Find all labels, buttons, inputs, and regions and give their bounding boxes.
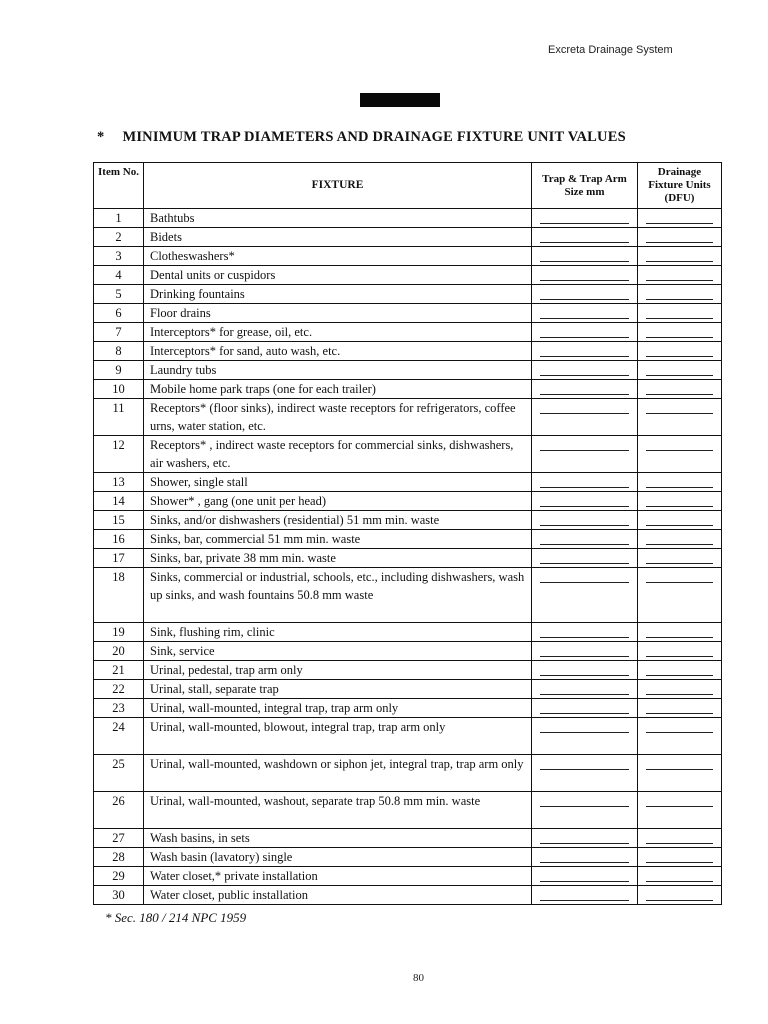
dfu-blank [638, 342, 722, 361]
footnote: * Sec. 180 / 214 NPC 1959 [105, 910, 247, 925]
dfu-blank [638, 304, 722, 323]
fixture-name: Shower, single stall [144, 473, 532, 492]
fill-in-line [646, 487, 713, 488]
dfu-blank [638, 755, 722, 792]
fill-in-line [540, 525, 629, 526]
fill-in-line [646, 769, 713, 770]
trap-size-blank [532, 209, 638, 228]
fill-in-line [646, 806, 713, 807]
fixture-name: Urinal, wall-mounted, washout, separate trap 50.8 mm min. waste [144, 792, 532, 829]
table-row [94, 399, 722, 436]
trap-size-blank [532, 304, 638, 323]
redaction-bar [360, 93, 440, 107]
table-row [94, 209, 722, 228]
fixture-name: Clotheswashers* [144, 247, 532, 266]
fill-in-line [646, 900, 713, 901]
trap-size-blank [532, 568, 638, 623]
table-row [94, 473, 722, 492]
item-number: 13 [94, 473, 144, 492]
fill-in-line [646, 356, 713, 357]
trap-size-blank [532, 680, 638, 699]
fixture-name: Sinks, and/or dishwashers (residential) 51 mm min. waste [144, 511, 532, 530]
item-number: 30 [94, 886, 144, 905]
dfu-blank [638, 380, 722, 399]
table-row [94, 718, 722, 755]
dfu-blank [638, 623, 722, 642]
dfu-blank [638, 867, 722, 886]
header-fixture: FIXTURE [144, 163, 532, 209]
table-row [94, 323, 722, 342]
table-row [94, 661, 722, 680]
trap-size-blank [532, 285, 638, 304]
item-number: 28 [94, 848, 144, 867]
header-item-no: Item No. [94, 163, 144, 209]
fill-in-line [646, 881, 713, 882]
fixture-name: Urinal, wall-mounted, integral trap, trap arm only [144, 699, 532, 718]
fill-in-line [646, 713, 713, 714]
title-text: MINIMUM TRAP DIAMETERS AND DRAINAGE FIXTURE UNIT VALUES [122, 129, 626, 145]
trap-size-blank [532, 361, 638, 380]
table-row [94, 755, 722, 792]
running-head: Excreta Drainage System [548, 44, 673, 56]
dfu-blank [638, 399, 722, 436]
dfu-blank [638, 829, 722, 848]
fixture-name: Drinking fountains [144, 285, 532, 304]
item-number: 17 [94, 549, 144, 568]
trap-size-blank [532, 247, 638, 266]
item-number: 14 [94, 492, 144, 511]
item-number: 9 [94, 361, 144, 380]
table-row [94, 549, 722, 568]
table-row [94, 247, 722, 266]
dfu-blank [638, 661, 722, 680]
trap-size-blank [532, 867, 638, 886]
item-number: 20 [94, 642, 144, 661]
fixture-name: Sinks, bar, private 38 mm min. waste [144, 549, 532, 568]
fill-in-line [540, 356, 629, 357]
dfu-blank [638, 436, 722, 473]
fill-in-line [646, 242, 713, 243]
fill-in-line [646, 843, 713, 844]
fill-in-line [540, 694, 629, 695]
fixture-name: Water closet, public installation [144, 886, 532, 905]
item-number: 11 [94, 399, 144, 436]
fill-in-line [646, 582, 713, 583]
fixture-name: Shower* , gang (one unit per head) [144, 492, 532, 511]
fixture-name: Dental units or cuspidors [144, 266, 532, 285]
fill-in-line [646, 563, 713, 564]
fixture-name: Interceptors* for sand, auto wash, etc. [144, 342, 532, 361]
dfu-blank [638, 699, 722, 718]
fill-in-line [540, 843, 629, 844]
item-number: 10 [94, 380, 144, 399]
fixture-name: Sink, service [144, 642, 532, 661]
dfu-blank [638, 266, 722, 285]
title-marker: * [97, 129, 105, 145]
item-number: 16 [94, 530, 144, 549]
fill-in-line [540, 862, 629, 863]
fill-in-line [540, 280, 629, 281]
trap-size-blank [532, 473, 638, 492]
table-row [94, 511, 722, 530]
fill-in-line [646, 413, 713, 414]
fill-in-line [646, 318, 713, 319]
fill-in-line [646, 506, 713, 507]
fixture-name: Bathtubs [144, 209, 532, 228]
fill-in-line [646, 732, 713, 733]
fill-in-line [540, 769, 629, 770]
dfu-blank [638, 285, 722, 304]
trap-size-blank [532, 755, 638, 792]
trap-size-blank [532, 886, 638, 905]
fill-in-line [540, 656, 629, 657]
trap-size-blank [532, 661, 638, 680]
item-number: 24 [94, 718, 144, 755]
dfu-blank [638, 642, 722, 661]
fixture-name: Urinal, wall-mounted, blowout, integral trap, trap arm only [144, 718, 532, 755]
fill-in-line [540, 299, 629, 300]
trap-size-blank [532, 792, 638, 829]
item-number: 6 [94, 304, 144, 323]
fixture-table [93, 162, 722, 905]
fill-in-line [540, 261, 629, 262]
trap-size-blank [532, 549, 638, 568]
item-number: 12 [94, 436, 144, 473]
fill-in-line [540, 675, 629, 676]
table-row [94, 228, 722, 247]
header-dfu: Drainage Fixture Units (DFU) [638, 163, 722, 209]
page-number: 80 [413, 972, 424, 984]
fill-in-line [540, 637, 629, 638]
item-number: 19 [94, 623, 144, 642]
item-number: 21 [94, 661, 144, 680]
fill-in-line [540, 223, 629, 224]
fill-in-line [540, 544, 629, 545]
item-number: 4 [94, 266, 144, 285]
fill-in-line [540, 881, 629, 882]
dfu-blank [638, 511, 722, 530]
table-row [94, 492, 722, 511]
fixture-name: Laundry tubs [144, 361, 532, 380]
table-row [94, 380, 722, 399]
trap-size-blank [532, 530, 638, 549]
fixture-name: Sinks, commercial or industrial, schools, etc., including dishwashers, wash up sinks, and wash fountains 50.8 mm waste [144, 568, 532, 623]
table-row [94, 304, 722, 323]
trap-size-blank [532, 718, 638, 755]
table-row [94, 680, 722, 699]
fill-in-line [646, 862, 713, 863]
item-number: 29 [94, 867, 144, 886]
fill-in-line [540, 242, 629, 243]
trap-size-blank [532, 323, 638, 342]
fill-in-line [646, 525, 713, 526]
dfu-blank [638, 361, 722, 380]
item-number: 1 [94, 209, 144, 228]
trap-size-blank [532, 399, 638, 436]
trap-size-blank [532, 492, 638, 511]
fill-in-line [646, 394, 713, 395]
fill-in-line [540, 713, 629, 714]
table-row [94, 342, 722, 361]
trap-size-blank [532, 436, 638, 473]
item-number: 18 [94, 568, 144, 623]
dfu-blank [638, 228, 722, 247]
item-number: 22 [94, 680, 144, 699]
fill-in-line [646, 694, 713, 695]
table-row [94, 829, 722, 848]
trap-size-blank [532, 380, 638, 399]
trap-size-blank [532, 511, 638, 530]
dfu-blank [638, 848, 722, 867]
table-row [94, 792, 722, 829]
header-trap-size: Trap & Trap Arm Size mm [532, 163, 638, 209]
fill-in-line [540, 582, 629, 583]
item-number: 2 [94, 228, 144, 247]
table-row [94, 699, 722, 718]
fixture-name: Urinal, pedestal, trap arm only [144, 661, 532, 680]
fill-in-line [646, 656, 713, 657]
fill-in-line [540, 487, 629, 488]
table-row [94, 867, 722, 886]
trap-size-blank [532, 266, 638, 285]
fill-in-line [540, 806, 629, 807]
trap-size-blank [532, 342, 638, 361]
trap-size-blank [532, 829, 638, 848]
fixture-name: Sink, flushing rim, clinic [144, 623, 532, 642]
trap-size-blank [532, 228, 638, 247]
table-row [94, 530, 722, 549]
table-row [94, 642, 722, 661]
table-row [94, 848, 722, 867]
trap-size-blank [532, 642, 638, 661]
fixture-name: Urinal, stall, separate trap [144, 680, 532, 699]
dfu-blank [638, 323, 722, 342]
fill-in-line [540, 413, 629, 414]
item-number: 25 [94, 755, 144, 792]
fixture-name: Mobile home park traps (one for each trailer) [144, 380, 532, 399]
fill-in-line [646, 544, 713, 545]
dfu-blank [638, 792, 722, 829]
table-row [94, 886, 722, 905]
fill-in-line [646, 337, 713, 338]
fill-in-line [540, 900, 629, 901]
fill-in-line [540, 337, 629, 338]
fill-in-line [646, 223, 713, 224]
table-row [94, 361, 722, 380]
dfu-blank [638, 209, 722, 228]
page-title [97, 129, 717, 146]
fill-in-line [540, 375, 629, 376]
fill-in-line [540, 450, 629, 451]
dfu-blank [638, 680, 722, 699]
fixture-name: Wash basins, in sets [144, 829, 532, 848]
fixture-name: Floor drains [144, 304, 532, 323]
fill-in-line [646, 675, 713, 676]
fill-in-line [540, 394, 629, 395]
fill-in-line [540, 506, 629, 507]
fill-in-line [540, 732, 629, 733]
dfu-blank [638, 492, 722, 511]
item-number: 8 [94, 342, 144, 361]
item-number: 7 [94, 323, 144, 342]
item-number: 26 [94, 792, 144, 829]
fixture-name: Bidets [144, 228, 532, 247]
trap-size-blank [532, 848, 638, 867]
fixture-name: Receptors* , indirect waste receptors for commercial sinks, dishwashers, air washers, etc. [144, 436, 532, 473]
table-row [94, 285, 722, 304]
fixture-name: Water closet,* private installation [144, 867, 532, 886]
fixture-name: Sinks, bar, commercial 51 mm min. waste [144, 530, 532, 549]
item-number: 23 [94, 699, 144, 718]
fixture-name: Interceptors* for grease, oil, etc. [144, 323, 532, 342]
fill-in-line [646, 375, 713, 376]
fill-in-line [646, 450, 713, 451]
fill-in-line [540, 563, 629, 564]
table-row [94, 568, 722, 623]
dfu-blank [638, 530, 722, 549]
table-row [94, 436, 722, 473]
fill-in-line [646, 280, 713, 281]
fixture-name: Urinal, wall-mounted, washdown or siphon jet, integral trap, trap arm only [144, 755, 532, 792]
dfu-blank [638, 718, 722, 755]
item-number: 3 [94, 247, 144, 266]
table-row [94, 266, 722, 285]
dfu-blank [638, 549, 722, 568]
table-row [94, 623, 722, 642]
fill-in-line [646, 261, 713, 262]
dfu-blank [638, 247, 722, 266]
fixture-name: Wash basin (lavatory) single [144, 848, 532, 867]
trap-size-blank [532, 623, 638, 642]
trap-size-blank [532, 699, 638, 718]
fill-in-line [540, 318, 629, 319]
dfu-blank [638, 886, 722, 905]
fixture-name: Receptors* (floor sinks), indirect waste receptors for refrigerators, coffee urns, water station, etc. [144, 399, 532, 436]
fill-in-line [646, 637, 713, 638]
dfu-blank [638, 473, 722, 492]
item-number: 15 [94, 511, 144, 530]
item-number: 5 [94, 285, 144, 304]
item-number: 27 [94, 829, 144, 848]
dfu-blank [638, 568, 722, 623]
fill-in-line [646, 299, 713, 300]
